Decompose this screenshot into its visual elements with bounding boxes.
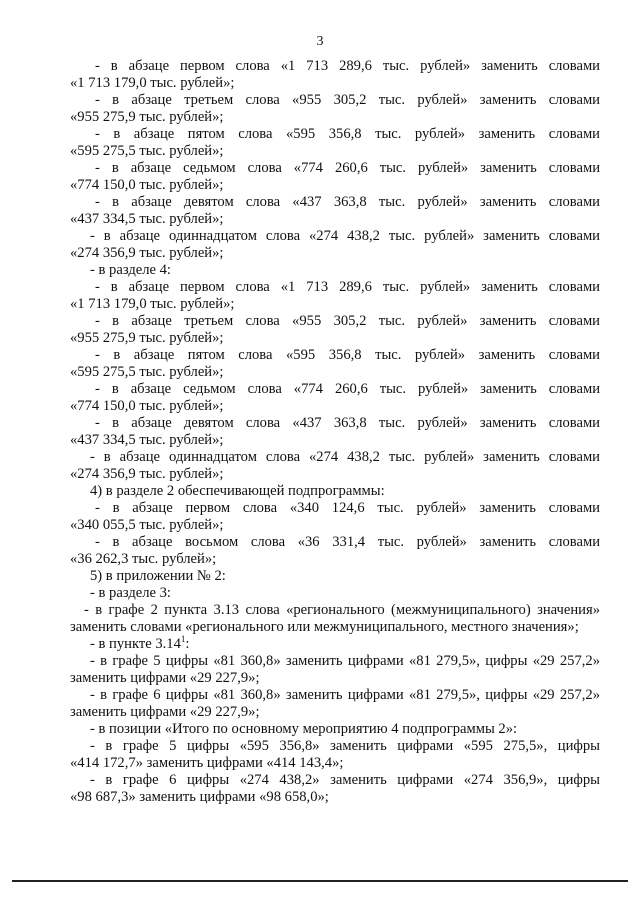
text-line: - в абзаце восьмом слова «36 331,4 тыс. рублей» заменить словами [95,534,600,550]
page-number: 3 [316,34,324,49]
text-line: «437 334,5 тыс. рублей»; [70,211,224,227]
text-line: - в графе 6 цифры «81 360,8» заменить цифрами «81 279,5», цифры «29 257,2» [90,687,600,703]
text-line: - в абзаце первом слова «1 713 289,6 тыс. рублей» заменить словами [95,58,600,74]
text-line: - в графе 5 цифры «81 360,8» заменить цифрами «81 279,5», цифры «29 257,2» [90,653,600,669]
text-line: «98 687,3» заменить цифрами «98 658,0»; [70,789,329,805]
text-line: - в абзаце пятом слова «595 356,8 тыс. рублей» заменить словами [95,347,600,363]
section-heading-line: 4) в разделе 2 обеспечивающей подпрограммы: [90,483,385,499]
text-line: «595 275,5 тыс. рублей»; [70,364,224,380]
text-line: - в абзаце третьем слова «955 305,2 тыс. рублей» заменить словами [95,313,600,329]
text-line: - в абзаце одиннадцатом слова «274 438,2 тыс. рублей» заменить словами [90,228,600,244]
text-line: - в абзаце пятом слова «595 356,8 тыс. рублей» заменить словами [95,126,600,142]
text-line: «340 055,5 тыс. рублей»; [70,517,224,533]
text-line: - в абзаце девятом слова «437 363,8 тыс. рублей» заменить словами [95,415,600,431]
section-heading-line: - в разделе 3: [90,585,171,601]
text-line: - в графе 2 пункта 3.13 слова «регионального (межмуниципального) значения» [84,602,600,618]
text-line: - в абзаце седьмом слова «774 260,6 тыс. рублей» заменить словами [95,160,600,176]
text-line: - в графе 6 цифры «274 438,2» заменить цифрами «274 356,9», цифры [90,772,600,788]
item-3-14-colon: : [185,636,190,652]
text-line: «955 275,9 тыс. рублей»; [70,330,224,346]
footnote-mark: 1 [180,634,186,645]
section-heading-line [70,636,600,653]
text-line: - в абзаце первом слова «1 713 289,6 тыс. рублей» заменить словами [95,279,600,295]
text-line: заменить цифрами «29 227,9»; [70,704,260,720]
text-line: «437 334,5 тыс. рублей»; [70,432,224,448]
bottom-rule [12,880,628,882]
text-line: - в абзаце девятом слова «437 363,8 тыс. рублей» заменить словами [95,194,600,210]
text-line: «774 150,0 тыс. рублей»; [70,177,224,193]
text-line: «414 172,7» заменить цифрами «414 143,4»; [70,755,344,771]
text-line: - в позиции «Итого по основному мероприятию 4 подпрограммы 2»: [90,721,518,737]
text-line: «1 713 179,0 тыс. рублей»; [70,75,235,91]
document-body [70,58,600,806]
section-heading-line: - в разделе 4: [90,262,171,278]
text-line: - в графе 5 цифры «595 356,8» заменить цифрами «595 275,5», цифры [90,738,600,754]
text-line: «36 262,3 тыс. рублей»; [70,551,217,567]
text-line: «1 713 179,0 тыс. рублей»; [70,296,235,312]
text-line: заменить словами «регионального или межмуниципального, местного значения»; [70,619,579,635]
text-line: «274 356,9 тыс. рублей»; [70,466,224,482]
text-line: - в абзаце первом слова «340 124,6 тыс. рублей» заменить словами [95,500,600,516]
text-line: «595 275,5 тыс. рублей»; [70,143,224,159]
text-line: «955 275,9 тыс. рублей»; [70,109,224,125]
text-line: заменить цифрами «29 227,9»; [70,670,260,686]
section-heading-line: 5) в приложении № 2: [90,568,226,584]
text-line: «774 150,0 тыс. рублей»; [70,398,224,414]
text-line: «274 356,9 тыс. рублей»; [70,245,224,261]
text-line: - в абзаце седьмом слова «774 260,6 тыс. рублей» заменить словами [95,381,600,397]
text-line: - в абзаце одиннадцатом слова «274 438,2 тыс. рублей» заменить словами [90,449,600,465]
item-3-14-label: - в пункте 3.14 [90,636,181,652]
text-line: - в абзаце третьем слова «955 305,2 тыс. рублей» заменить словами [95,92,600,108]
